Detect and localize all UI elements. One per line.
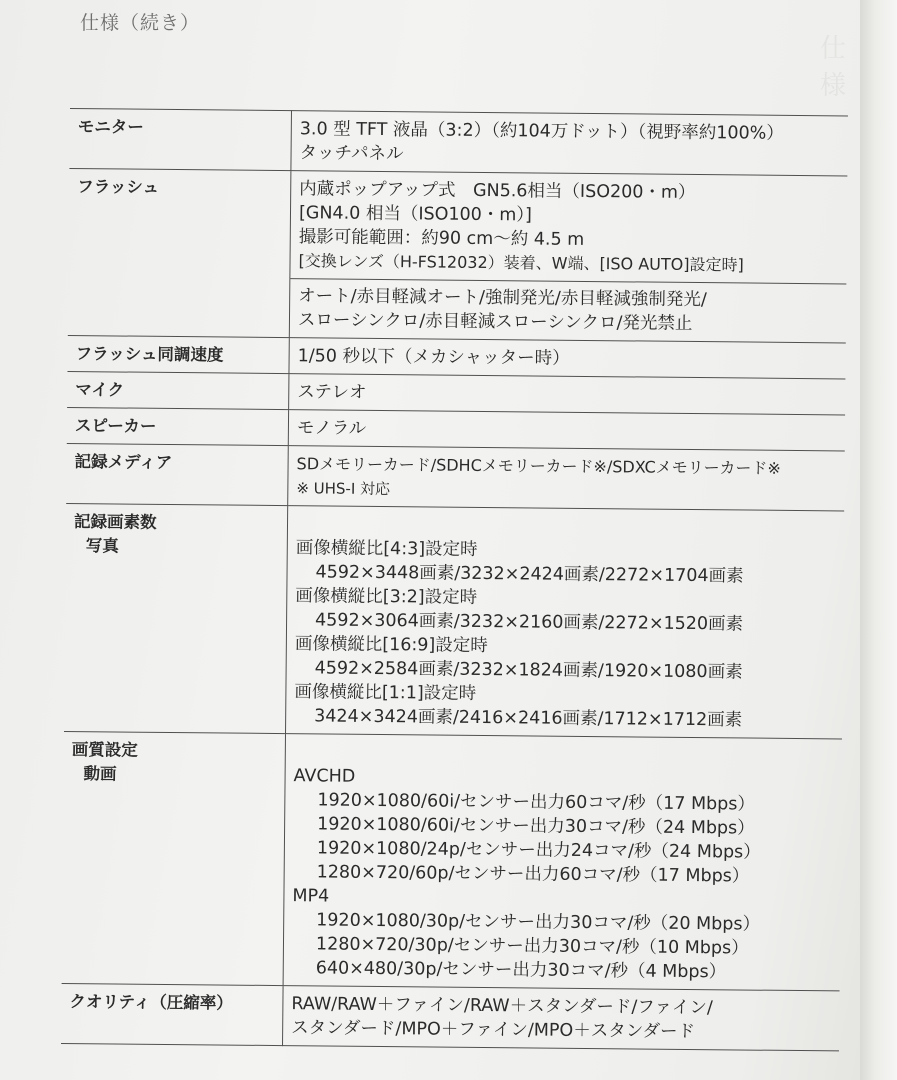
value-line: 3424×3424画素/2416×2416画素/1712×1712画素	[314, 706, 743, 731]
row-value	[288, 410, 845, 451]
value-line: [交換レンズ（H-FS12032）装着、W端、[ISO AUTO]設定時]	[298, 251, 744, 275]
spec-table	[61, 108, 848, 1051]
value-line: [GN4.0 相当（ISO100・m）]	[298, 203, 533, 226]
value-line: 1920×1080/60i/センサー出力30コマ/秒（24 Mbps）	[317, 814, 755, 839]
row-label	[64, 503, 288, 733]
row-label: スピーカー	[67, 407, 289, 445]
table-row	[69, 108, 848, 175]
value-line: モノラル	[296, 418, 367, 439]
value-line: 3.0 型 TFT 液晶（3:2）（約104万ドット）（視野率約100%）	[299, 119, 784, 144]
value-line: MP4	[292, 886, 330, 907]
value-line: 640×480/30p/センサー出力30コマ/秒（4 Mbps）	[315, 958, 727, 983]
value-line: 撮影可能範囲：約90 cm～約 4.5 m	[298, 227, 585, 250]
page-edge	[860, 0, 897, 1080]
row-value	[289, 374, 846, 415]
row-label: フラッシュ同調速度	[67, 335, 289, 373]
value-line: 1920×1080/24p/センサー出力24コマ/秒（24 Mbps）	[316, 838, 761, 863]
value-line: 画像横縦比[1:1]設定時	[294, 682, 477, 704]
row-label-main: 画質設定	[71, 740, 138, 760]
row-label: クオリティ（圧縮率）	[61, 983, 283, 1045]
value-line: ステレオ	[297, 382, 367, 403]
value-line: ※ UHS-I 対応	[296, 479, 391, 499]
value-line: AVCHD	[293, 766, 356, 787]
value-line: スローシンクロ/赤目軽減スローシンクロ/発光禁止	[297, 310, 693, 334]
value-line: タッチパネル	[299, 143, 404, 165]
row-value	[291, 111, 848, 176]
table-row	[66, 443, 845, 510]
row-label-sub: 動画	[83, 764, 117, 784]
row-value	[289, 338, 846, 379]
value-line: SDメモリーカード/SDHCメモリーカード※/SDXCメモリーカード※	[296, 454, 781, 478]
value-line: 画像横縦比[4:3]設定時	[295, 538, 478, 560]
value-line: RAW/RAW＋ファイン/RAW＋スタンダード/ファイン/	[291, 994, 713, 1019]
table-row	[62, 731, 842, 990]
value-line: 画像横縦比[16:9]設定時	[294, 634, 488, 657]
value-line: 4592×3448画素/3232×2424画素/2272×1704画素	[315, 562, 744, 587]
table-row	[64, 503, 844, 738]
value-line: 内蔵ポップアップ式 GN5.6相当（ISO200・m）	[299, 179, 696, 204]
value-line: 4592×3064画素/3232×2160画素/2272×1520画素	[314, 610, 744, 635]
row-label: 記録メディア	[66, 443, 288, 505]
row-value	[286, 506, 845, 739]
page-header: 仕様（続き）	[80, 12, 201, 34]
value-line: 1920×1080/30p/センサー出力30コマ/秒（20 Mbps）	[316, 910, 761, 935]
value-line: 1920×1080/60i/センサー出力60コマ/秒（17 Mbps）	[317, 790, 756, 815]
row-label: フラッシュ	[68, 168, 291, 337]
value-line: 4592×2584画素/3232×1824画素/1920×1080画素	[314, 658, 743, 683]
row-value	[289, 171, 847, 343]
row-value	[288, 446, 845, 511]
bleed-through-tab: 仕様	[820, 34, 847, 101]
row-label-main: 記録画素数	[73, 512, 157, 532]
value-line: スタンダード/MPO＋ファイン/MPO＋スタンダード	[291, 1018, 696, 1043]
value-line: オート/赤目軽減オート/強制発光/赤目軽減強制発光/	[298, 286, 707, 311]
row-label	[62, 731, 286, 985]
value-line: 1280×720/60p/センサー出力60コマ/秒（17 Mbps）	[316, 862, 750, 887]
row-label-sub: 写真	[85, 536, 119, 556]
inner-divider	[290, 278, 846, 284]
value-line: 1/50 秒以下（メカシャッター時）	[297, 346, 570, 369]
row-label: マイク	[67, 371, 289, 409]
table-row	[61, 983, 840, 1050]
row-value	[283, 986, 840, 1051]
table-row	[68, 168, 848, 342]
row-label: モニター	[69, 108, 291, 170]
value-line: 画像横縦比[3:2]設定時	[295, 586, 478, 608]
value-line: 1280×720/30p/センサー出力30コマ/秒（10 Mbps）	[315, 934, 749, 959]
row-value	[283, 734, 842, 991]
